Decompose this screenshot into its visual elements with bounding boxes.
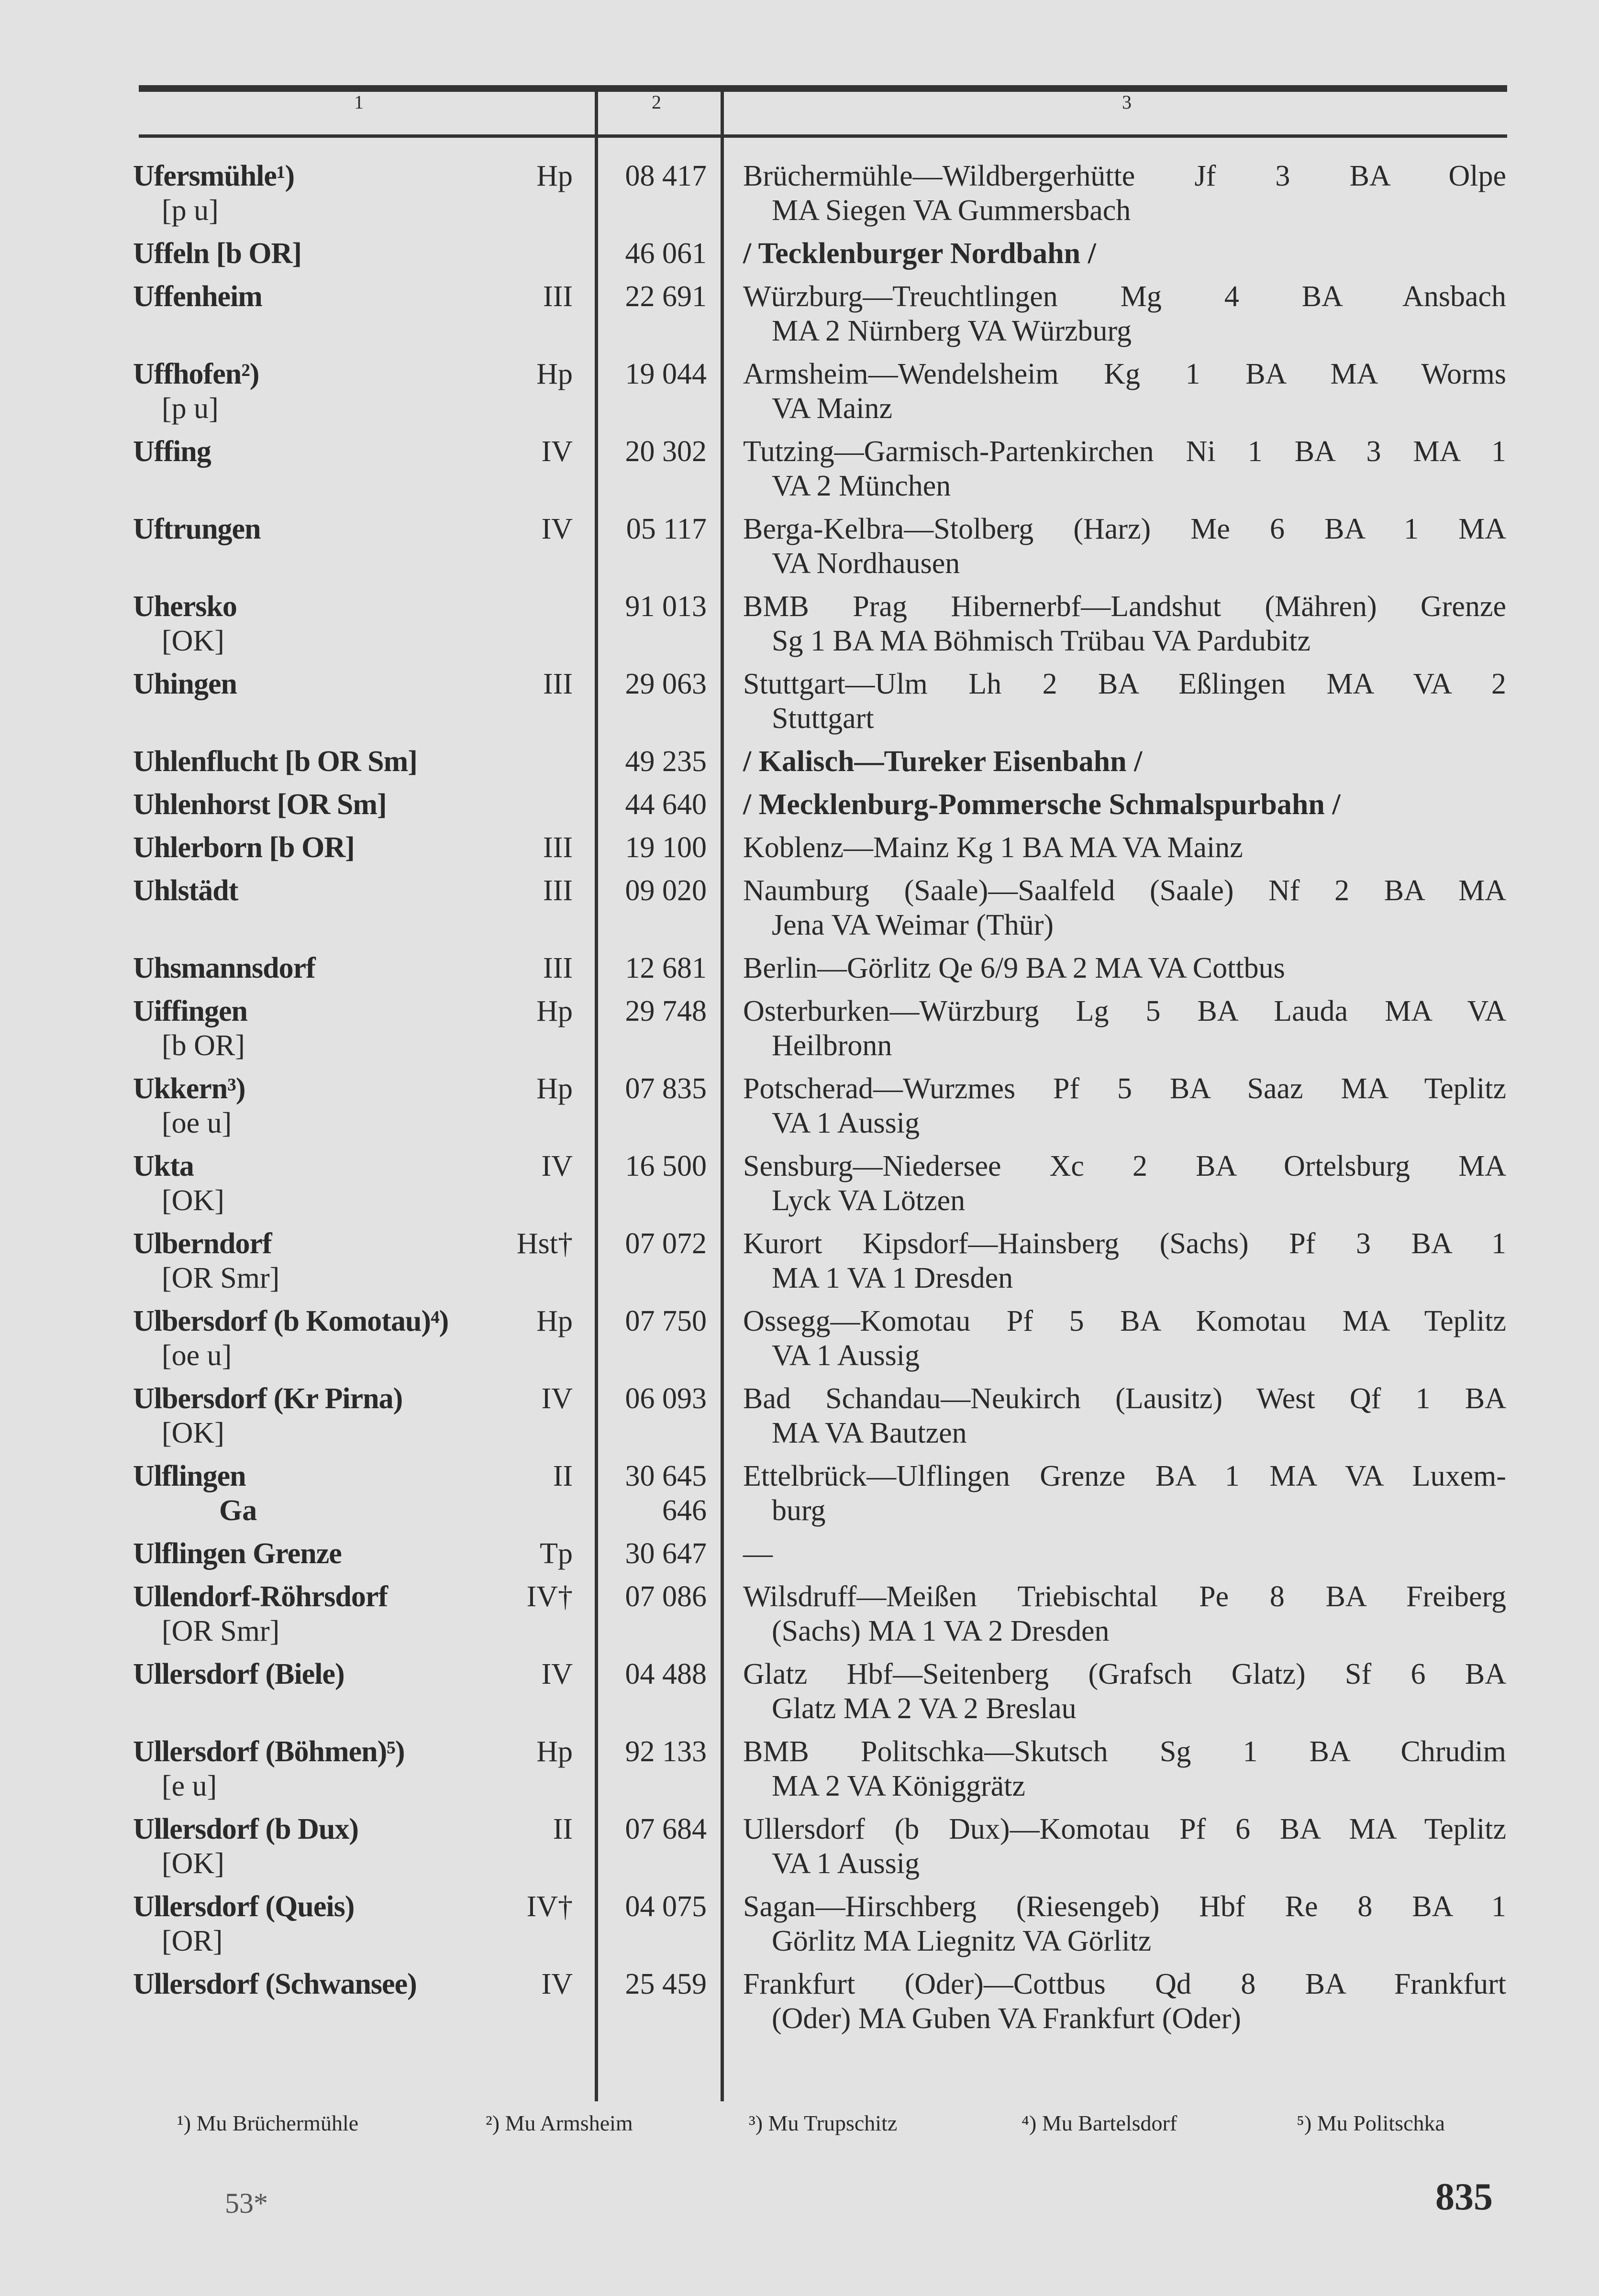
station-number-value: 19 100 bbox=[625, 831, 707, 864]
station-name: Ulbersdorf (Kr Pirna) bbox=[133, 1382, 403, 1415]
route-line-1: / Mecklenburg-Pommersche Schmalspurbahn / bbox=[743, 788, 1341, 821]
station-number bbox=[625, 951, 707, 985]
station-number-value: 07 086 bbox=[625, 1580, 707, 1613]
station-route-description bbox=[743, 512, 1506, 581]
station-name: Ulflingen bbox=[133, 1460, 246, 1492]
route-line-2: MA 2 VA Königgrätz bbox=[772, 1770, 1025, 1802]
station-subinfo: Ga bbox=[219, 1494, 257, 1527]
station-number-value: 07 072 bbox=[625, 1227, 707, 1260]
route-line-1: Würzburg—Treuchtlingen Mg 4 BA Ansbach bbox=[743, 280, 1506, 313]
route-line-1: Osterburken—Würzburg Lg 5 BA Lauda MA VA bbox=[743, 995, 1506, 1027]
route-line-2: VA 1 Aussig bbox=[772, 1339, 920, 1372]
route-line-1: Tutzing—Garmisch-Partenkirchen Ni 1 BA 3 MA 1 bbox=[743, 435, 1506, 468]
station-number-value: 04 488 bbox=[625, 1658, 707, 1690]
station-route-description bbox=[743, 159, 1506, 228]
station-number-value: 07 684 bbox=[625, 1813, 707, 1845]
station-number-value: 29 748 bbox=[625, 995, 707, 1027]
station-route-description bbox=[743, 667, 1506, 736]
station-number bbox=[626, 512, 707, 546]
station-number-value: 30 645 bbox=[625, 1460, 707, 1492]
station-route-description bbox=[743, 1967, 1506, 2036]
station-number-value: 12 681 bbox=[625, 952, 707, 984]
footnote-1: ¹) Mu Brüchermühle bbox=[177, 2111, 359, 2135]
station-route-description bbox=[743, 1304, 1506, 1373]
station-route-description bbox=[743, 787, 1506, 822]
station-number bbox=[625, 1812, 707, 1846]
station-number-value: 05 117 bbox=[626, 513, 707, 545]
route-line-2: Görlitz MA Liegnitz VA Görlitz bbox=[772, 1925, 1152, 1957]
station-route-description bbox=[743, 1657, 1506, 1726]
route-line-2: burg bbox=[772, 1494, 826, 1527]
station-number bbox=[625, 434, 707, 469]
station-number bbox=[625, 873, 707, 908]
station-subinfo: [OR Smr] bbox=[162, 1615, 280, 1647]
station-route-description bbox=[743, 1734, 1506, 1803]
station-number-value: 08 417 bbox=[625, 160, 707, 192]
route-line-1: — bbox=[743, 1537, 773, 1570]
station-name: Ukta bbox=[133, 1150, 194, 1182]
station-name: Uiffingen bbox=[133, 995, 247, 1027]
station-route-description bbox=[743, 1226, 1506, 1295]
station-route-description bbox=[743, 1889, 1506, 1958]
route-line-1: Glatz Hbf—Seitenberg (Grafsch Glatz) Sf 6 BA bbox=[743, 1658, 1506, 1690]
station-subinfo: [oe u] bbox=[162, 1339, 232, 1372]
route-line-2: Sg 1 BA MA Böhmisch Trübau VA Pardubitz bbox=[772, 625, 1310, 657]
column-divider-2 bbox=[721, 85, 724, 2101]
station-number-secondary: 646 bbox=[662, 1494, 707, 1527]
station-number bbox=[625, 1536, 707, 1571]
route-line-1: Armsheim—Wendelsheim Kg 1 BA MA Worms bbox=[743, 358, 1506, 390]
station-subinfo: [OK] bbox=[162, 1417, 224, 1449]
station-route-description bbox=[743, 873, 1506, 942]
station-route-description bbox=[743, 830, 1506, 865]
route-line-1: Frankfurt (Oder)—Cottbus Qd 8 BA Frankfurt bbox=[743, 1968, 1506, 2000]
station-type: III bbox=[543, 280, 573, 313]
station-type: III bbox=[543, 831, 573, 864]
station-type: III bbox=[543, 668, 573, 700]
station-number-value: 16 500 bbox=[625, 1150, 707, 1182]
signature-mark: 53* bbox=[225, 2187, 268, 2219]
station-route-description bbox=[743, 1459, 1506, 1528]
station-type: IV bbox=[541, 513, 573, 545]
station-subinfo: [p u] bbox=[162, 194, 219, 227]
station-number bbox=[625, 1149, 707, 1183]
footnote-2: ²) Mu Armsheim bbox=[486, 2111, 633, 2135]
station-number bbox=[625, 1657, 707, 1691]
station-number-value: 20 302 bbox=[625, 435, 707, 468]
station-number-value: 91 013 bbox=[625, 590, 707, 623]
station-subinfo: [OR Smr] bbox=[162, 1262, 280, 1294]
station-number bbox=[625, 1967, 707, 2001]
route-line-2: (Sachs) MA 1 VA 2 Dresden bbox=[772, 1615, 1110, 1647]
route-line-1: Koblenz—Mainz Kg 1 BA MA VA Mainz bbox=[743, 831, 1243, 864]
route-line-2: VA 1 Aussig bbox=[772, 1107, 920, 1139]
station-name: Uhingen bbox=[133, 668, 237, 700]
station-number bbox=[625, 589, 707, 624]
station-number-value: 49 235 bbox=[625, 745, 707, 778]
station-route-description bbox=[743, 589, 1506, 658]
station-type: Hp bbox=[536, 160, 573, 192]
route-line-2: Jena VA Weimar (Thür) bbox=[772, 909, 1054, 941]
station-name: Ullersdorf (Böhmen)⁵) bbox=[133, 1735, 405, 1768]
station-subinfo: [oe u] bbox=[162, 1107, 232, 1139]
station-name: Ukkern³) bbox=[133, 1072, 245, 1105]
station-route-description bbox=[743, 951, 1506, 985]
header-rule-bottom bbox=[139, 134, 1507, 138]
route-line-2: Glatz MA 2 VA 2 Breslau bbox=[772, 1692, 1077, 1725]
station-number-value: 09 020 bbox=[625, 874, 707, 907]
route-line-1: Kurort Kipsdorf—Hainsberg (Sachs) Pf 3 BA 1 bbox=[743, 1227, 1506, 1260]
station-type: II bbox=[553, 1460, 573, 1492]
column-header-2: 2 bbox=[652, 91, 661, 113]
station-name: Uhsmannsdorf bbox=[133, 952, 315, 984]
station-route-description bbox=[743, 236, 1506, 271]
station-route-description bbox=[743, 1149, 1506, 1218]
station-number bbox=[625, 357, 707, 391]
station-number bbox=[625, 1381, 707, 1416]
station-type: IV bbox=[541, 1658, 573, 1690]
station-type: II bbox=[553, 1813, 573, 1845]
route-line-1: / Kalisch—Tureker Eisenbahn / bbox=[743, 745, 1143, 778]
station-number-value: 92 133 bbox=[625, 1735, 707, 1768]
station-route-description bbox=[743, 1536, 1506, 1571]
station-name: Ullendorf-Röhrsdorf bbox=[133, 1580, 388, 1613]
station-subinfo: [OK] bbox=[162, 625, 224, 657]
station-number-value: 29 063 bbox=[625, 668, 707, 700]
footnote-3: ³) Mu Trupschitz bbox=[749, 2111, 898, 2135]
station-name: Ufersmühle¹) bbox=[133, 160, 295, 192]
station-type: IV bbox=[541, 1150, 573, 1182]
station-number bbox=[625, 667, 707, 701]
station-name: Uhlerborn [b OR] bbox=[133, 831, 355, 864]
column-header-3: 3 bbox=[1122, 91, 1132, 113]
station-number bbox=[625, 994, 707, 1028]
route-line-1: Potscherad—Wurzmes Pf 5 BA Saaz MA Teplitz bbox=[743, 1072, 1506, 1105]
route-line-1: Bad Schandau—Neukirch (Lausitz) West Qf 1 BA bbox=[743, 1382, 1506, 1415]
station-name: Ullersdorf (Schwansee) bbox=[133, 1968, 417, 2000]
station-name: Uhersko bbox=[133, 590, 237, 623]
station-name: Uffenheim bbox=[133, 280, 262, 313]
station-type: IV bbox=[541, 435, 573, 468]
station-type: Hst† bbox=[516, 1227, 573, 1260]
station-type: IV† bbox=[526, 1890, 573, 1923]
station-name: Uffhofen²) bbox=[133, 358, 259, 390]
station-number bbox=[625, 236, 707, 271]
station-route-description bbox=[743, 1381, 1506, 1450]
station-number bbox=[625, 1734, 707, 1769]
station-type: III bbox=[543, 952, 573, 984]
station-number bbox=[625, 279, 707, 314]
route-line-1: Ullersdorf (b Dux)—Komotau Pf 6 BA MA Teplitz bbox=[743, 1813, 1506, 1845]
station-subinfo: [e u] bbox=[162, 1770, 217, 1802]
station-name: Ullersdorf (Biele) bbox=[133, 1658, 344, 1690]
page-number: 835 bbox=[1435, 2176, 1493, 2218]
route-line-2: MA Siegen VA Gummersbach bbox=[772, 194, 1131, 227]
route-line-2: Lyck VA Lötzen bbox=[772, 1184, 966, 1217]
route-line-1: Wilsdruff—Meißen Triebischtal Pe 8 BA Freiberg bbox=[743, 1580, 1506, 1613]
route-line-1: Berga-Kelbra—Stolberg (Harz) Me 6 BA 1 MA bbox=[743, 513, 1506, 545]
footnote-5: ⁵) Mu Politschka bbox=[1297, 2111, 1445, 2135]
station-subinfo: [b OR] bbox=[162, 1029, 245, 1062]
route-line-1: / Tecklenburger Nordbahn / bbox=[743, 237, 1096, 270]
station-route-description bbox=[743, 434, 1506, 503]
station-type: Hp bbox=[536, 1072, 573, 1105]
station-type: Tp bbox=[540, 1537, 573, 1570]
station-name: Uhlstädt bbox=[133, 874, 238, 907]
station-type: Hp bbox=[536, 1735, 573, 1768]
route-line-2: VA Nordhausen bbox=[772, 547, 960, 580]
route-line-2: Stuttgart bbox=[772, 702, 874, 735]
station-route-description bbox=[743, 1071, 1506, 1140]
station-name: Ullersdorf (b Dux) bbox=[133, 1813, 359, 1845]
station-name: Uffing bbox=[133, 435, 211, 468]
route-line-2: Heilbronn bbox=[772, 1029, 892, 1062]
station-number bbox=[625, 744, 707, 779]
station-subinfo: [OK] bbox=[162, 1847, 224, 1880]
station-name: Uftrungen bbox=[133, 513, 261, 545]
station-route-description bbox=[743, 994, 1506, 1063]
station-number bbox=[625, 1304, 707, 1338]
station-number bbox=[625, 1226, 707, 1261]
station-number bbox=[625, 787, 707, 822]
station-number bbox=[625, 1889, 707, 1924]
station-number-value: 30 647 bbox=[625, 1537, 707, 1570]
station-type: IV† bbox=[526, 1580, 573, 1613]
station-name: Ullersdorf (Queis) bbox=[133, 1890, 355, 1923]
station-route-description bbox=[743, 1812, 1506, 1881]
station-number-value: 22 691 bbox=[625, 280, 707, 313]
route-line-1: Ettelbrück—Ulflingen Grenze BA 1 MA VA Luxem- bbox=[743, 1460, 1506, 1492]
station-name: Uhlenflucht [b OR Sm] bbox=[133, 745, 417, 778]
station-subinfo: [p u] bbox=[162, 392, 219, 425]
station-name: Ulberndorf bbox=[133, 1227, 272, 1260]
route-line-1: BMB Prag Hibernerbf—Landshut (Mähren) Grenze bbox=[743, 590, 1506, 623]
station-subinfo: [OR] bbox=[162, 1925, 223, 1957]
station-number bbox=[625, 1071, 707, 1106]
station-number-value: 44 640 bbox=[625, 788, 707, 821]
route-line-2: MA 2 Nürnberg VA Würzburg bbox=[772, 315, 1132, 347]
route-line-1: BMB Politschka—Skutsch Sg 1 BA Chrudim bbox=[743, 1735, 1506, 1768]
station-type: Hp bbox=[536, 358, 573, 390]
station-number bbox=[625, 1579, 707, 1614]
station-type: III bbox=[543, 874, 573, 907]
station-name: Uffeln [b OR] bbox=[133, 237, 302, 270]
route-line-2: (Oder) MA Guben VA Frankfurt (Oder) bbox=[772, 2002, 1241, 2035]
station-number-value: 07 835 bbox=[625, 1072, 707, 1105]
station-number-value: 06 093 bbox=[625, 1382, 707, 1415]
route-line-2: MA 1 VA 1 Dresden bbox=[772, 1262, 1013, 1294]
route-line-1: Sensburg—Niedersee Xc 2 BA Ortelsburg MA bbox=[743, 1150, 1506, 1182]
station-route-description bbox=[743, 744, 1506, 779]
footnote-4: ⁴) Mu Bartelsdorf bbox=[1022, 2111, 1177, 2135]
column-header-1: 1 bbox=[354, 91, 364, 113]
route-line-2: MA VA Bautzen bbox=[772, 1417, 967, 1449]
station-type: IV bbox=[541, 1968, 573, 2000]
route-line-1: Ossegg—Komotau Pf 5 BA Komotau MA Teplitz bbox=[743, 1305, 1506, 1337]
station-route-description bbox=[743, 357, 1506, 426]
route-line-1: Brüchermühle—Wildbergerhütte Jf 3 BA Olpe bbox=[743, 160, 1506, 192]
station-name: Ulbersdorf (b Komotau)⁴) bbox=[133, 1305, 449, 1337]
station-name: Uhlenhorst [OR Sm] bbox=[133, 788, 387, 821]
station-number bbox=[625, 1459, 707, 1528]
station-route-description bbox=[743, 279, 1506, 348]
station-number-value: 25 459 bbox=[625, 1968, 707, 2000]
station-number-value: 19 044 bbox=[625, 358, 707, 390]
station-number bbox=[625, 830, 707, 865]
station-name: Ulflingen Grenze bbox=[133, 1537, 342, 1570]
station-type: Hp bbox=[536, 995, 573, 1027]
station-subinfo: [OK] bbox=[162, 1184, 224, 1217]
column-divider-1 bbox=[595, 85, 598, 2101]
station-number-value: 04 075 bbox=[625, 1890, 707, 1923]
route-line-2: VA 1 Aussig bbox=[772, 1847, 920, 1880]
station-type: IV bbox=[541, 1382, 573, 1415]
station-number bbox=[625, 159, 707, 193]
route-line-2: VA 2 München bbox=[772, 470, 951, 502]
route-line-2: VA Mainz bbox=[772, 392, 893, 425]
route-line-1: Berlin—Görlitz Qe 6/9 BA 2 MA VA Cottbus bbox=[743, 952, 1285, 984]
route-line-1: Naumburg (Saale)—Saalfeld (Saale) Nf 2 BA MA bbox=[743, 874, 1506, 907]
station-number-value: 46 061 bbox=[625, 237, 707, 270]
route-line-1: Stuttgart—Ulm Lh 2 BA Eßlingen MA VA 2 bbox=[743, 668, 1506, 700]
station-route-description bbox=[743, 1579, 1506, 1648]
header-rule-top bbox=[139, 85, 1507, 92]
route-line-1: Sagan—Hirschberg (Riesengeb) Hbf Re 8 BA 1 bbox=[743, 1890, 1506, 1923]
station-type: Hp bbox=[536, 1305, 573, 1337]
station-number-value: 07 750 bbox=[625, 1305, 707, 1337]
